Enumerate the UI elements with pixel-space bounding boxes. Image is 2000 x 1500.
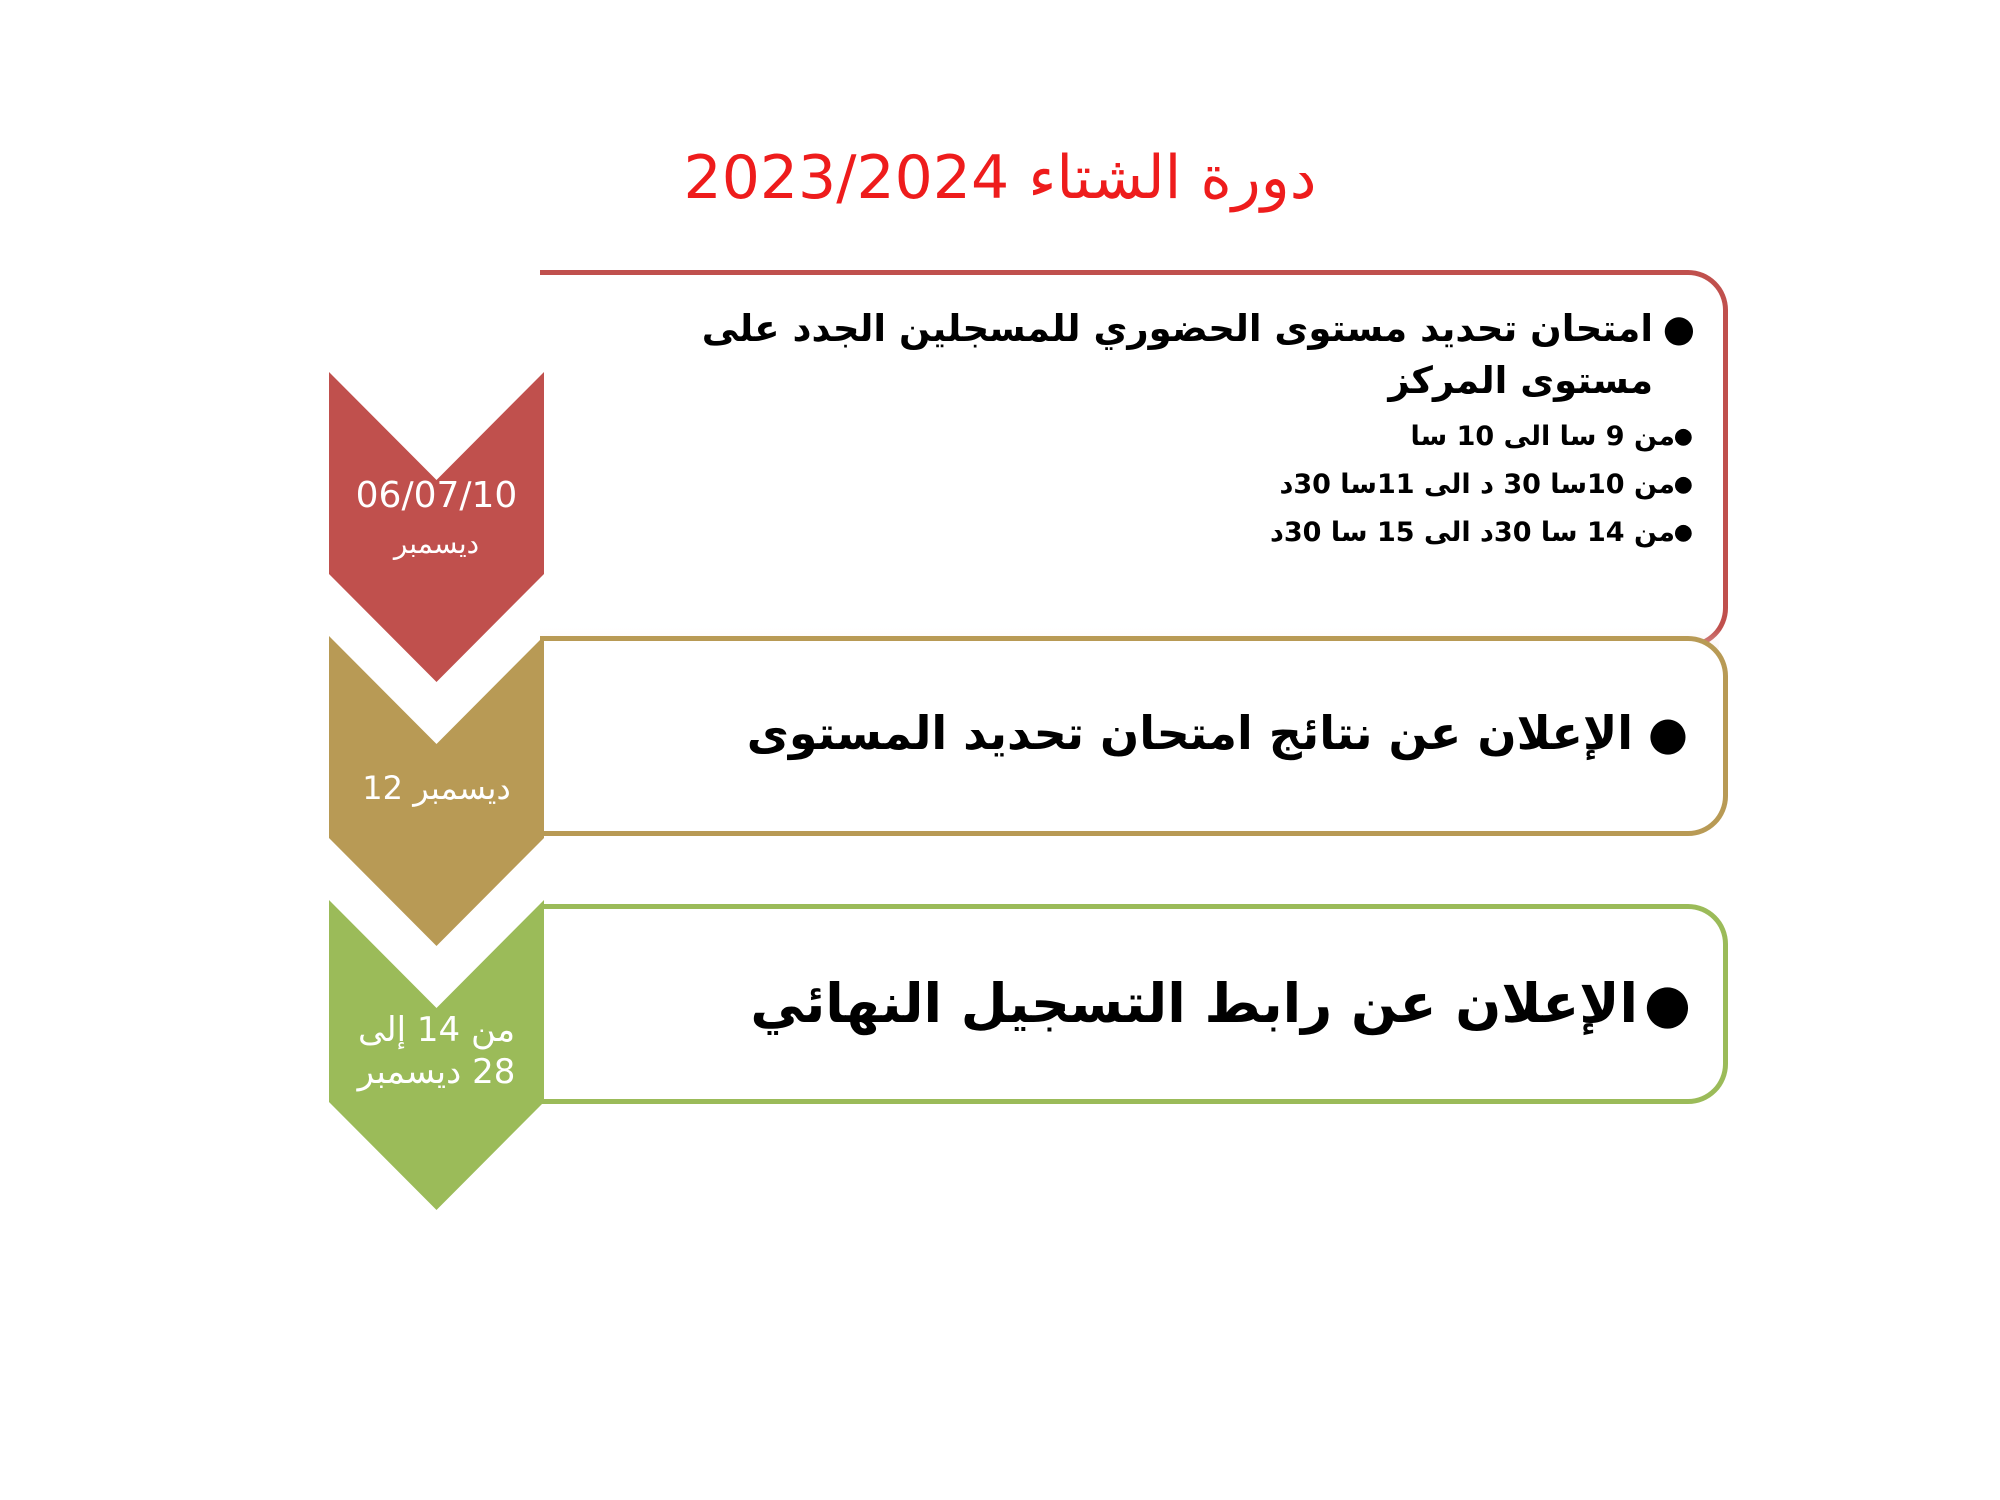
step-1-content-box <box>540 270 1728 648</box>
step-1-main-text: امتحان تحديد مستوى الحضوري للمسجلين الجدد على مستوى المركز <box>701 307 1653 402</box>
step-1-sub-item-3 <box>540 509 1723 557</box>
step-3-chevron <box>329 900 544 1210</box>
page-title: دورة الشتاء 2023/2024 <box>683 143 1317 213</box>
step-3-main-item <box>750 969 1723 1039</box>
bullet-icon: ● <box>1673 472 1693 497</box>
step-2-main-text: الإعلان عن نتائج امتحان تحديد المستوى <box>746 706 1633 760</box>
step-1-date-line-2: ديسمبر <box>393 527 480 560</box>
bullet-icon: ● <box>1647 706 1688 760</box>
step-2-content-box <box>540 636 1728 836</box>
sub-item-text: من 9 سا الى 10 سا <box>1410 421 1675 452</box>
step-2-date-line-1: ديسمبر 12 <box>362 769 511 807</box>
step-2-main-item <box>747 703 1723 763</box>
bullet-icon: ● <box>1662 307 1695 350</box>
sub-item-text: من 14 سا 30د الى 15 سا 30د <box>1270 517 1675 548</box>
step-1-main-item <box>540 275 1723 407</box>
step-3-content-box <box>540 904 1728 1104</box>
bullet-icon: ● <box>1643 972 1691 1035</box>
step-3-date-line-2: 28 ديسمبر <box>357 1052 516 1092</box>
step-1-sub-item-1 <box>540 413 1723 461</box>
step-1-sub-item-2 <box>540 461 1723 509</box>
step-1-sub-list <box>540 407 1723 557</box>
bullet-icon: ● <box>1673 520 1693 545</box>
step-3-date-line-1: من 14 إلى <box>357 1010 516 1050</box>
sub-item-text: من 10سا 30 د الى 11سا 30د <box>1279 469 1675 500</box>
step-1-date-line-1: 06/07/10 <box>355 475 518 516</box>
bullet-icon: ● <box>1673 424 1693 449</box>
step-3-main-text: الإعلان عن رابط التسجيل النهائي <box>750 972 1638 1035</box>
